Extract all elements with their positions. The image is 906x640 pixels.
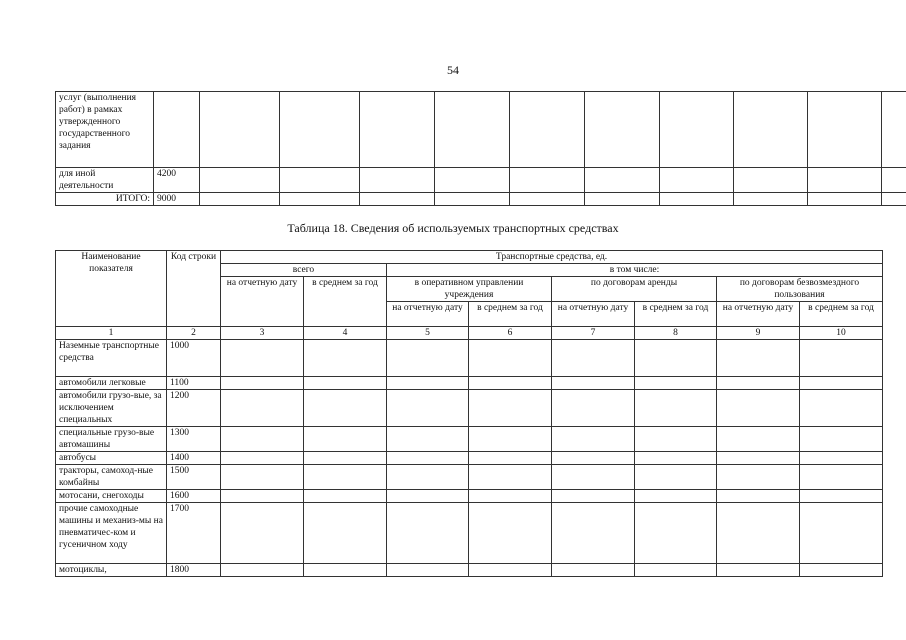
empty-cell bbox=[221, 564, 304, 577]
row-label: Наземные транспортные средства bbox=[56, 340, 167, 377]
empty-cell bbox=[552, 564, 635, 577]
header-average: в среднем за год bbox=[469, 302, 552, 327]
column-number-row bbox=[56, 327, 883, 340]
row-code: 1400 bbox=[167, 452, 221, 465]
column-number: 4 bbox=[304, 327, 387, 340]
empty-cell bbox=[717, 503, 800, 564]
header-average: в среднем за год bbox=[304, 277, 387, 327]
empty-cell bbox=[387, 452, 469, 465]
row-label: мотосани, снегоходы bbox=[56, 490, 167, 503]
empty-cell bbox=[635, 465, 717, 490]
empty-cell bbox=[221, 465, 304, 490]
empty-cell bbox=[469, 452, 552, 465]
table-row bbox=[56, 377, 883, 390]
empty-cell bbox=[800, 427, 883, 452]
table-body bbox=[56, 340, 883, 577]
empty-cell bbox=[387, 390, 469, 427]
table-row bbox=[56, 168, 906, 193]
empty-cell bbox=[800, 340, 883, 377]
empty-cell bbox=[800, 503, 883, 564]
empty-cell bbox=[221, 503, 304, 564]
empty-cell bbox=[221, 340, 304, 377]
empty-cell bbox=[717, 490, 800, 503]
empty-cell bbox=[221, 390, 304, 427]
empty-cell bbox=[635, 452, 717, 465]
column-number: 9 bbox=[717, 327, 800, 340]
header-free-use: по договорам безвозмездного пользования bbox=[717, 277, 883, 302]
header-vehicles: Транспортные средства, ед. bbox=[221, 251, 883, 264]
header-code: Код строки bbox=[167, 251, 221, 327]
table-row bbox=[56, 390, 883, 427]
row-label: услуг (выполнения работ) в рамках утвержденного государственного задания bbox=[56, 92, 154, 168]
empty-cell bbox=[717, 340, 800, 377]
row-label: для иной деятельности bbox=[56, 168, 154, 193]
row-code: 1700 bbox=[167, 503, 221, 564]
row-code: 1300 bbox=[167, 427, 221, 452]
empty-cell bbox=[469, 427, 552, 452]
empty-cell bbox=[469, 340, 552, 377]
row-code: 1200 bbox=[167, 390, 221, 427]
table-row bbox=[56, 193, 906, 206]
empty-cell bbox=[552, 377, 635, 390]
empty-cell bbox=[387, 377, 469, 390]
table-title: Таблица 18. Сведения об используемых транспортных средствах bbox=[287, 221, 619, 235]
vehicles-table bbox=[55, 250, 883, 577]
empty-cell bbox=[304, 503, 387, 564]
empty-cell bbox=[717, 465, 800, 490]
empty-cell bbox=[552, 465, 635, 490]
row-code: 1100 bbox=[167, 377, 221, 390]
row-label: автомобили легковые bbox=[56, 377, 167, 390]
column-number: 1 bbox=[56, 327, 167, 340]
empty-cell bbox=[552, 390, 635, 427]
row-code: 4200 bbox=[154, 168, 200, 193]
row-code: 1500 bbox=[167, 465, 221, 490]
empty-cell bbox=[717, 452, 800, 465]
empty-cell bbox=[552, 427, 635, 452]
row-code: 1600 bbox=[167, 490, 221, 503]
empty-cell bbox=[304, 465, 387, 490]
header-lease: по договорам аренды bbox=[552, 277, 717, 302]
row-label: мотоциклы, bbox=[56, 564, 167, 577]
empty-cell bbox=[304, 490, 387, 503]
empty-cell bbox=[635, 490, 717, 503]
empty-cell bbox=[552, 340, 635, 377]
empty-cell bbox=[800, 564, 883, 577]
row-code: 1800 bbox=[167, 564, 221, 577]
column-number: 2 bbox=[167, 327, 221, 340]
table-row bbox=[56, 564, 883, 577]
empty-cell bbox=[387, 465, 469, 490]
empty-cell bbox=[800, 390, 883, 427]
empty-cell bbox=[469, 490, 552, 503]
empty-cell bbox=[469, 465, 552, 490]
empty-cell bbox=[304, 390, 387, 427]
header-on-date: на отчетную дату bbox=[221, 277, 304, 327]
header-average: в среднем за год bbox=[635, 302, 717, 327]
top-table-fragment bbox=[55, 91, 906, 206]
table-row bbox=[56, 465, 883, 490]
empty-cell bbox=[635, 564, 717, 577]
column-number: 8 bbox=[635, 327, 717, 340]
page-number: 54 bbox=[447, 63, 459, 77]
row-code: 1000 bbox=[167, 340, 221, 377]
column-number: 7 bbox=[552, 327, 635, 340]
empty-cell bbox=[717, 390, 800, 427]
empty-cell bbox=[635, 427, 717, 452]
header-on-date: на отчетную дату bbox=[552, 302, 635, 327]
row-code bbox=[154, 92, 200, 168]
header-operational: в оперативном управлении учреждения bbox=[387, 277, 552, 302]
column-number: 6 bbox=[469, 327, 552, 340]
empty-cell bbox=[387, 564, 469, 577]
empty-cell bbox=[717, 564, 800, 577]
table-row bbox=[56, 92, 906, 168]
empty-cell bbox=[552, 452, 635, 465]
empty-cell bbox=[800, 452, 883, 465]
row-label: автомобили грузо-вые, за исключением специальных bbox=[56, 390, 167, 427]
header-total: всего bbox=[221, 264, 387, 277]
empty-cell bbox=[304, 427, 387, 452]
header-on-date: на отчетную дату bbox=[717, 302, 800, 327]
header-including: в том числе: bbox=[387, 264, 883, 277]
empty-cell bbox=[717, 377, 800, 390]
header-average: в среднем за год bbox=[800, 302, 883, 327]
empty-cell bbox=[304, 452, 387, 465]
empty-cell bbox=[469, 564, 552, 577]
empty-cell bbox=[552, 490, 635, 503]
empty-cell bbox=[221, 452, 304, 465]
empty-cell bbox=[387, 490, 469, 503]
empty-cell bbox=[469, 390, 552, 427]
empty-cell bbox=[635, 503, 717, 564]
empty-cell bbox=[304, 377, 387, 390]
column-number: 5 bbox=[387, 327, 469, 340]
table-row bbox=[56, 452, 883, 465]
empty-cell bbox=[387, 340, 469, 377]
empty-cell bbox=[635, 340, 717, 377]
row-label: специальные грузо-вые автомашины bbox=[56, 427, 167, 452]
empty-cell bbox=[469, 377, 552, 390]
table-row bbox=[56, 490, 883, 503]
empty-cell bbox=[800, 377, 883, 390]
column-number: 10 bbox=[800, 327, 883, 340]
table-row bbox=[56, 503, 883, 564]
empty-cell bbox=[221, 490, 304, 503]
empty-cell bbox=[304, 564, 387, 577]
empty-cell bbox=[635, 377, 717, 390]
row-label: тракторы, самоход-ные комбайны bbox=[56, 465, 167, 490]
empty-cell bbox=[387, 427, 469, 452]
column-number: 3 bbox=[221, 327, 304, 340]
table-row bbox=[56, 340, 883, 377]
empty-cell bbox=[221, 427, 304, 452]
row-label: прочие самоходные машины и механиз-мы на пневматичес-ком и гусеничном ходу bbox=[56, 503, 167, 564]
empty-cell bbox=[304, 340, 387, 377]
row-label: автобусы bbox=[56, 452, 167, 465]
empty-cell bbox=[800, 465, 883, 490]
header-row bbox=[56, 251, 883, 264]
empty-cell bbox=[469, 503, 552, 564]
empty-cell bbox=[800, 490, 883, 503]
row-code: 9000 bbox=[154, 193, 200, 206]
empty-cell bbox=[221, 377, 304, 390]
empty-cell bbox=[635, 390, 717, 427]
header-indicator: Наименование показателя bbox=[56, 251, 167, 327]
empty-cell bbox=[387, 503, 469, 564]
row-label: ИТОГО: bbox=[56, 193, 154, 206]
header-on-date: на отчетную дату bbox=[387, 302, 469, 327]
empty-cell bbox=[552, 503, 635, 564]
empty-cell bbox=[717, 427, 800, 452]
table-row bbox=[56, 427, 883, 452]
